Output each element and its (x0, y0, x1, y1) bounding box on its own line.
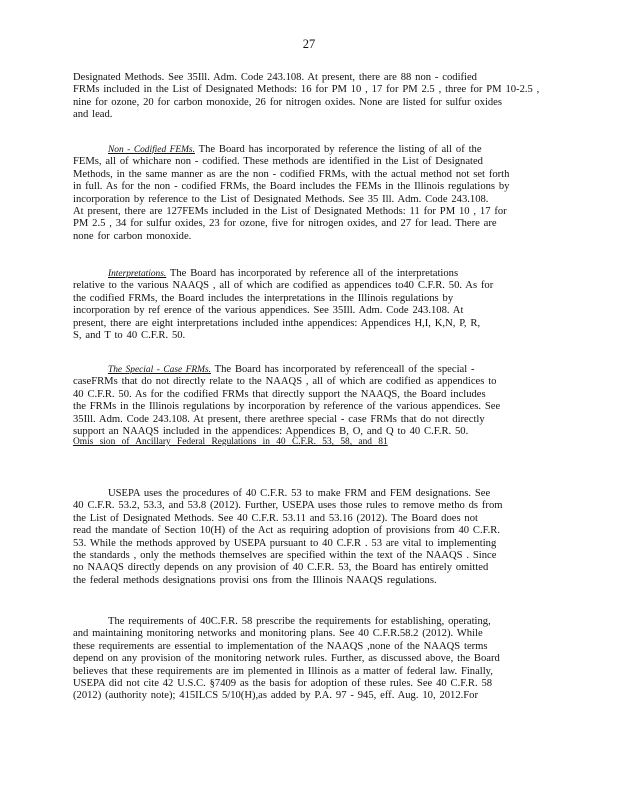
paragraph-usepa-procedures (73, 488, 543, 587)
text-line: The requirements of 40C.F.R. 58 prescribe the requirements for establishing, operating, (108, 616, 491, 627)
text-line: Interpretations. The Board has incorporated by reference all of the interpretations (108, 268, 459, 279)
text-line: the federal methods designations provisi ons from the Illinois NAAQS regulations. (73, 574, 437, 586)
text-line: nine for ozone, 20 for carbon monoxide, 26 for nitrogen oxides. None are listed for sulfur oxides (73, 96, 503, 108)
text-line: incorporation by ref erence of the various appendices. See 35Ill. Adm. Code 243.108. At (73, 305, 464, 317)
paragraph-heading: Non - Codified FEMs. (108, 145, 195, 155)
paragraph-heading: The Special - Case FRMs. (108, 365, 211, 375)
paragraph-interpretations (73, 268, 543, 342)
text-line: Designated Methods. See 35Ill. Adm. Code 243.108. At present, there are 88 non - codified (73, 72, 477, 83)
text-line: no NAAQS directly depends on any provision of 40 C.F.R. 53, the Board has entirely omitted (73, 562, 489, 574)
text-line: depend on any provision of the monitoring network rules. Further, as discussed above, the Board (73, 653, 500, 665)
text-line: relative to the various NAAQS , all of which are codified as appendices to40 C.F.R. 50. As for (73, 280, 494, 292)
section-heading: Omis sion of Ancillary Federal Regulations in 40 C.F.R. 53, 58, and 81 (73, 437, 388, 447)
text-line: The Special - Case FRMs. The Board has incorporated by referenceall of the special - (108, 364, 475, 375)
text-line: S, and T to 40 C.F.R. 50. (73, 330, 186, 342)
text-line: USEPA did not cite 42 U.S.C. §7409 as the basis for adoption of these rules. See 40 C.F.R. 58 (73, 678, 493, 690)
text-line: the List of Designated Methods. See 40 C.F.R. 53.11 and 53.16 (2012). The Board does not (73, 512, 478, 524)
text-line: incorporation by reference to the List of Designated Methods. See 35 Ill. Adm. Code 243.108. (73, 193, 489, 205)
text-line: present, there are eight interpretations included inthe appendices: Appendices H,I, K,N, P, R, (73, 317, 481, 329)
text-line: in full. As for the non - codified FRMs, the Board includes the FEMs in the Illinois regulations by (73, 181, 510, 193)
text-line: caseFRMs that do not directly relate to the NAAQS , all of which are codified as appendices to (73, 376, 497, 388)
text-line: believes that these requirements are im plemented in Illinois as a matter of federal law. Finally, (73, 665, 493, 677)
text-line: PM 2.5 , 34 for sulfur oxides, 23 for ozone, five for nitrogen oxides, and 27 for lead. There are (73, 218, 497, 230)
text-line: these requirements are essential to implementation of the NAAQS ,none of the NAAQS terms (73, 640, 488, 652)
paragraph-designated-methods (73, 72, 543, 122)
text-line: the codified FRMs, the Board includes the interpretations in the Illinois regulations by (73, 292, 454, 304)
text-line: (2012) (authority note); 415ILCS 5/10(H),as added by P.A. 97 - 945, eff. Aug. 10, 2012.For (73, 690, 478, 702)
text-line: and maintaining monitoring networks and monitoring plans. See 40 C.F.R.58.2 (2012). While (73, 628, 483, 640)
text-line: FEMs, all of whichare non - codified. These methods are identified in the List of Designated (73, 156, 483, 168)
text-line: 40 C.F.R. 50. As for the codified FRMs that directly support the NAAQS, the Board includes (73, 388, 486, 400)
paragraph-monitoring-requirements (73, 616, 543, 703)
text-line: At present, there are 127FEMs included in the List of Designated Methods: 11 for PM 10 , 17 for (73, 206, 507, 218)
text-line: the standards , only the methods themselves are specified within the text of the NAAQS . Since (73, 550, 497, 562)
page-number: 27 (302, 37, 316, 51)
text-line: 35Ill. Adm. Code 243.108. At present, there arethree special - case FRMs that do not directly (73, 413, 485, 425)
text-line: read the mandate of Section 10(H) of the Act as requiring adoption of provisions from 40 C.F.R. (73, 525, 501, 537)
paragraph-special-case-frms (73, 364, 543, 438)
text-line: USEPA uses the procedures of 40 C.F.R. 53 to make FRM and FEM designations. See (108, 488, 491, 499)
text-line: 53. While the methods approved by USEPA pursuant to 40 C.F.R . 53 are vital to implementing (73, 537, 497, 549)
text-line: support an NAAQS included in the appendices: Appendices B, O, and Q to 40 C.F.R. 50. (73, 426, 469, 438)
text-line: Methods, in the same manner as are the non - codified FRMs, with the actual method not set forth (73, 168, 510, 180)
text-line: the FRMs in the Illinois regulations by incorporation by reference of the various appendices. See (73, 401, 501, 413)
text-line: Non - Codified FEMs. The Board has incorporated by reference the listing of all of the (108, 144, 482, 155)
text-line: none for carbon monoxide. (73, 230, 192, 242)
text-line: and lead. (73, 109, 113, 121)
text-line: FRMs included in the List of Designated Methods: 16 for PM 10 , 17 for PM 2.5 , three for PM 10-2.5 , (73, 84, 540, 96)
paragraph-non-codified-fems (73, 144, 543, 243)
paragraph-heading: Interpretations. (108, 269, 167, 279)
text-line: 40 C.F.R. 53.2, 53.3, and 53.8 (2012). Further, USEPA uses those rules to remove metho ds from (73, 500, 503, 512)
